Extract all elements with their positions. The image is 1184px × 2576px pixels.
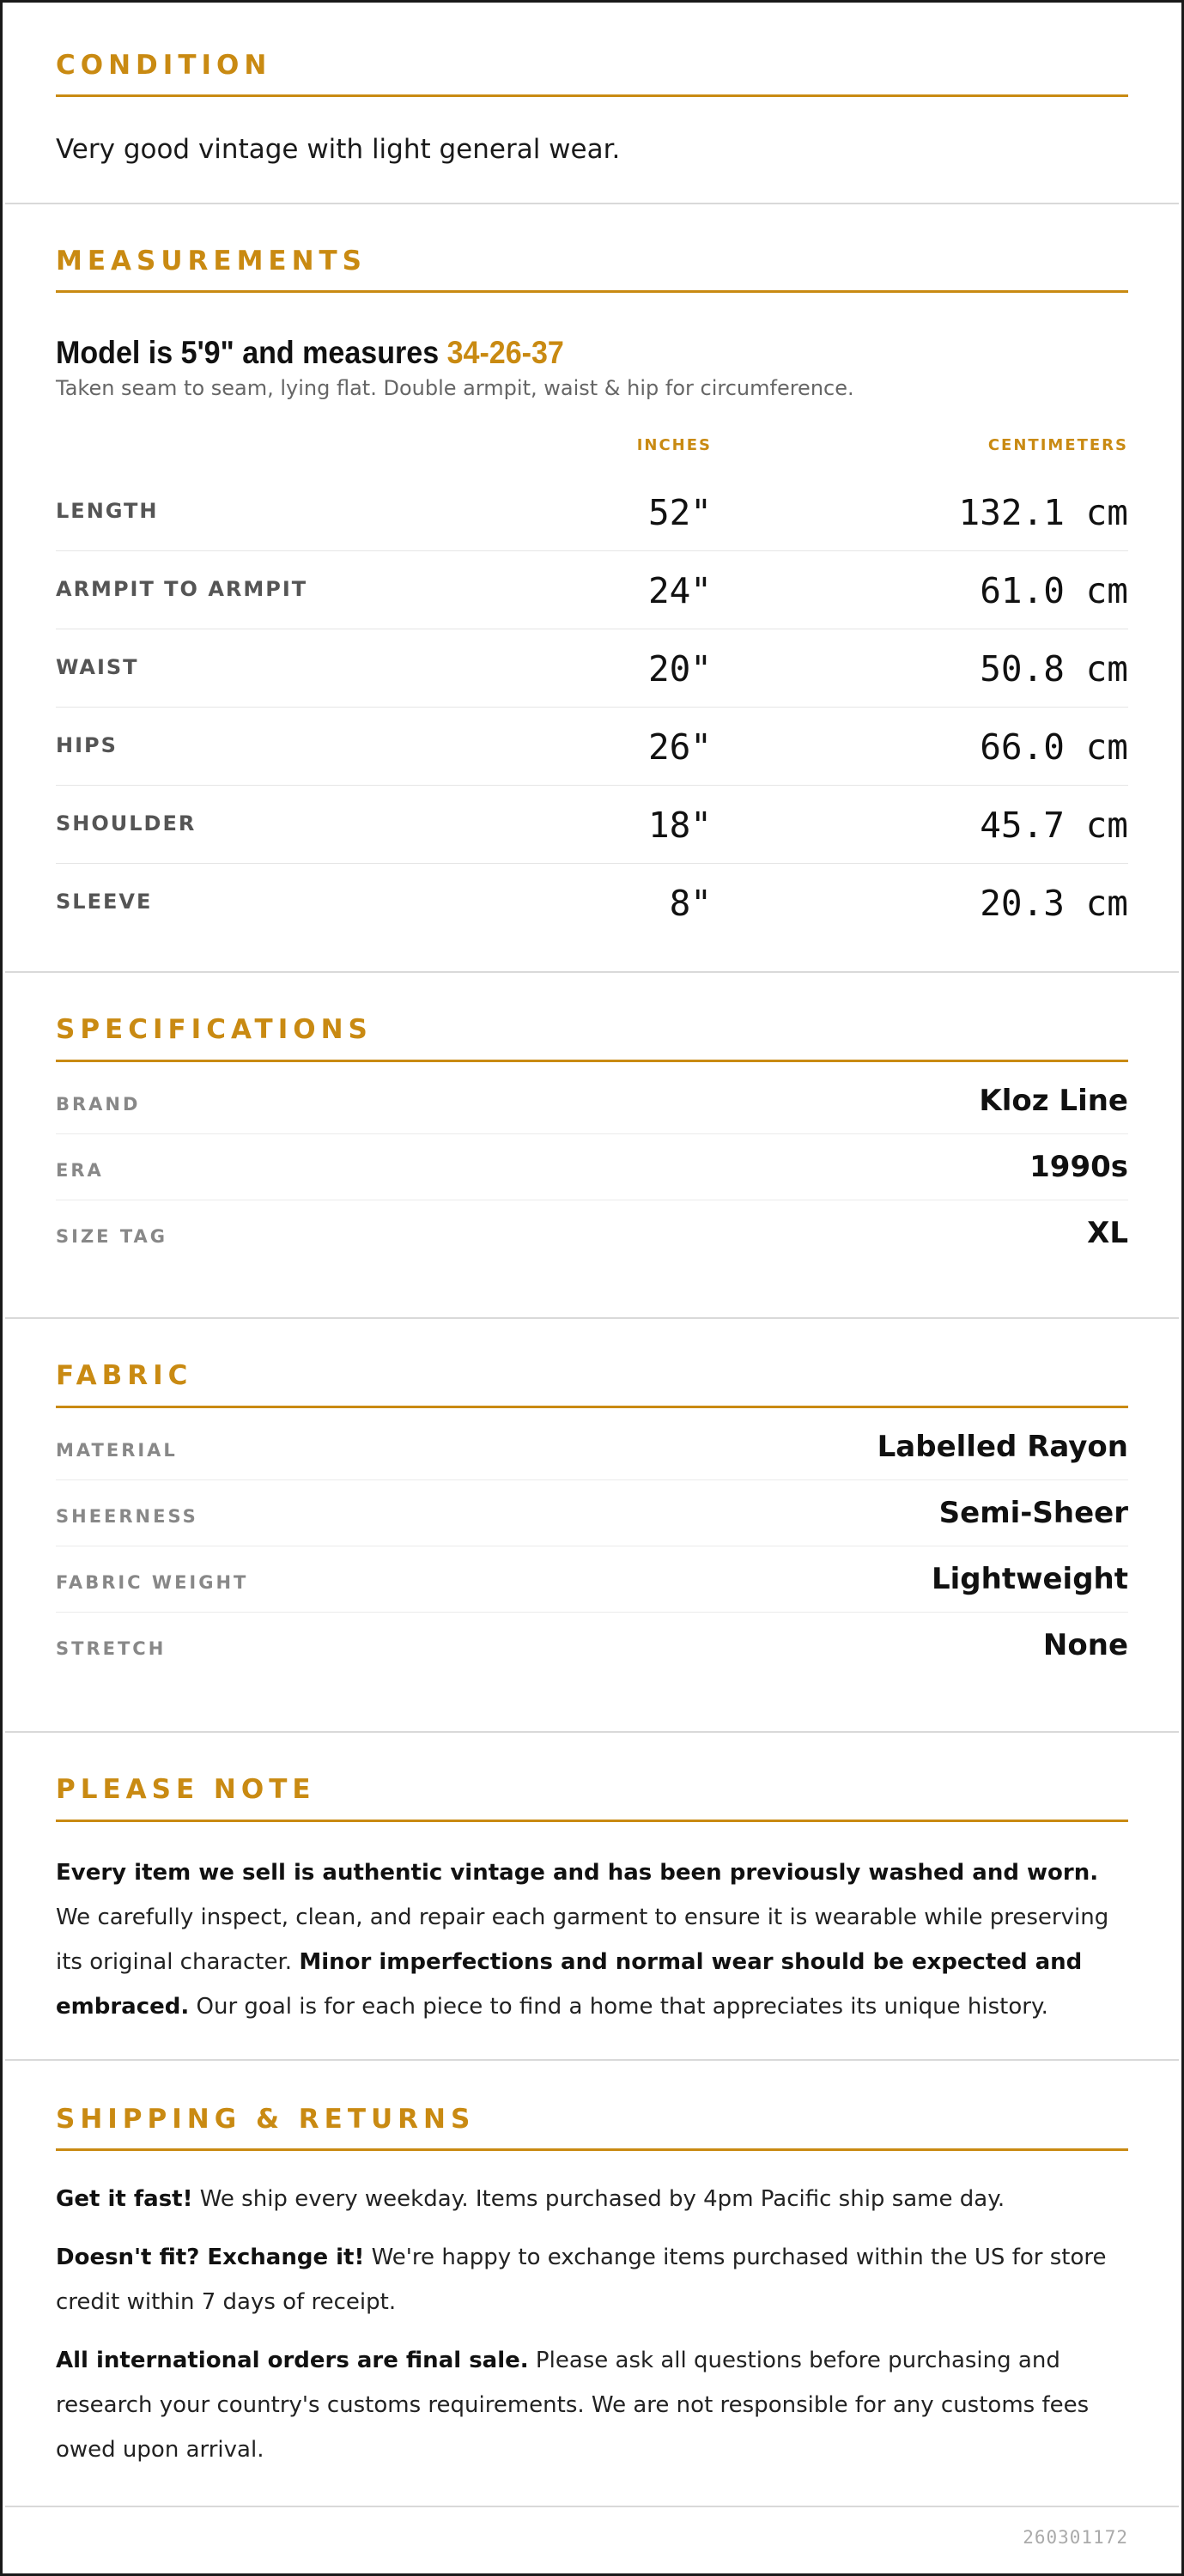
shipping-paragraph [56,2338,1128,2472]
spec-row [56,1200,1128,1267]
column-header-centimeters: CENTIMETERS [987,436,1128,454]
note-text: Our goal is for each piece to find a home that appreciates its unique history. [189,1994,1048,2020]
spec-row [56,1068,1128,1134]
measurement-row [56,551,1128,629]
measurement-cm: 132.1 cm [958,492,1128,533]
product-sku: 260301172 [1023,2527,1128,2548]
shipping-paragraph [56,2177,1128,2221]
measurement-row [56,708,1128,786]
fabric-row [56,1546,1128,1613]
note-emphasis: Every item we sell is authentic vintage and has been previously washed and worn. [56,1860,1099,1886]
section-title: PLEASE NOTE [56,1774,316,1805]
measurement-label: LENGTH [56,499,159,523]
measurement-label: SHOULDER [56,811,197,835]
fabric-value: Labelled Rayon [877,1430,1128,1464]
shipping-emphasis: Doesn't fit? Exchange it! [56,2245,365,2270]
please-note-text [56,1850,1128,2029]
specifications-section [5,973,1179,1319]
fabric-value: Lightweight [931,1562,1128,1596]
please-note-section [5,1733,1179,2061]
model-measurements [56,335,564,371]
model-prefix: Model is 5'9" and measures [56,335,447,370]
note-emphasis: Minor imperfections and normal wear should be expected and embraced. [56,1949,1083,2020]
measurement-inches: 52" [647,492,712,533]
fabric-key: STRETCH [56,1638,167,1659]
measurement-cm: 45.7 cm [980,805,1128,846]
measurement-inches: 24" [647,570,712,611]
section-title: MEASUREMENTS [56,246,367,276]
spec-key: BRAND [56,1094,141,1115]
column-header-inches: INCHES [636,436,712,454]
section-title: SPECIFICATIONS [56,1014,373,1045]
measurement-inches: 8" [669,883,712,924]
measurement-cm: 61.0 cm [980,570,1128,611]
measurement-cm: 50.8 cm [980,648,1128,690]
fabric-value: Semi-Sheer [938,1496,1128,1530]
measurement-row [56,473,1128,551]
measurement-note: Taken seam to seam, lying flat. Double armpit, waist & hip for circumference. [56,376,854,400]
shipping-paragraph [56,2235,1128,2324]
measurement-row [56,786,1128,864]
measurements-section [5,204,1179,973]
condition-section [5,5,1179,204]
spec-value: 1990s [1029,1150,1128,1184]
fabric-key: MATERIAL [56,1440,178,1461]
section-rule [56,2148,1128,2151]
measurement-inches: 18" [647,805,712,846]
measurement-label: HIPS [56,733,118,757]
shipping-section [5,2061,1179,2507]
spec-key: SIZE TAG [56,1226,168,1247]
shipping-text: Please ask all questions before purchasing and research your country's customs requirements. We are not responsible for any customs fees owed upon arrival. [56,2348,1090,2463]
measurement-inches: 26" [647,726,712,768]
measurement-label: WAIST [56,655,139,679]
measurement-cm: 20.3 cm [980,883,1128,924]
spec-value: Kloz Line [979,1084,1128,1118]
section-rule [56,1820,1128,1822]
measurement-label: ARMPIT TO ARMPIT [56,577,308,601]
condition-text: Very good vintage with light general wear. [56,134,621,165]
fabric-row [56,1613,1128,1679]
fabric-key: SHEERNESS [56,1506,198,1527]
shipping-emphasis: All international orders are final sale. [56,2348,529,2373]
measurement-label: SLEEVE [56,890,153,914]
measurement-cm: 66.0 cm [980,726,1128,768]
section-rule [56,290,1128,293]
shipping-emphasis: Get it fast! [56,2186,193,2212]
section-rule [56,94,1128,97]
measurement-inches: 20" [647,648,712,690]
spec-row [56,1134,1128,1200]
spec-value: XL [1087,1216,1128,1250]
spec-key: ERA [56,1160,104,1181]
fabric-value: None [1042,1628,1128,1662]
section-title: CONDITION [56,50,272,81]
fabric-section [5,1319,1179,1733]
model-measures: 34-26-37 [446,335,564,370]
section-rule [56,1406,1128,1408]
fabric-row [56,1480,1128,1546]
fabric-key: FABRIC WEIGHT [56,1572,249,1593]
section-title: FABRIC [56,1360,193,1391]
measurement-row [56,864,1128,942]
fabric-row [56,1414,1128,1480]
measurement-row [56,629,1128,708]
section-title: SHIPPING & RETURNS [56,2104,476,2135]
note-text: We carefully inspect, clean, and repair each garment to ensure it is wearable while preserving its original character. [56,1905,1109,1975]
shipping-text: We ship every weekday. Items purchased by 4pm Pacific ship same day. [192,2186,1005,2212]
section-rule [56,1060,1128,1062]
shipping-text: We're happy to exchange items purchased within the US for store credit within 7 days of receipt. [56,2245,1107,2315]
